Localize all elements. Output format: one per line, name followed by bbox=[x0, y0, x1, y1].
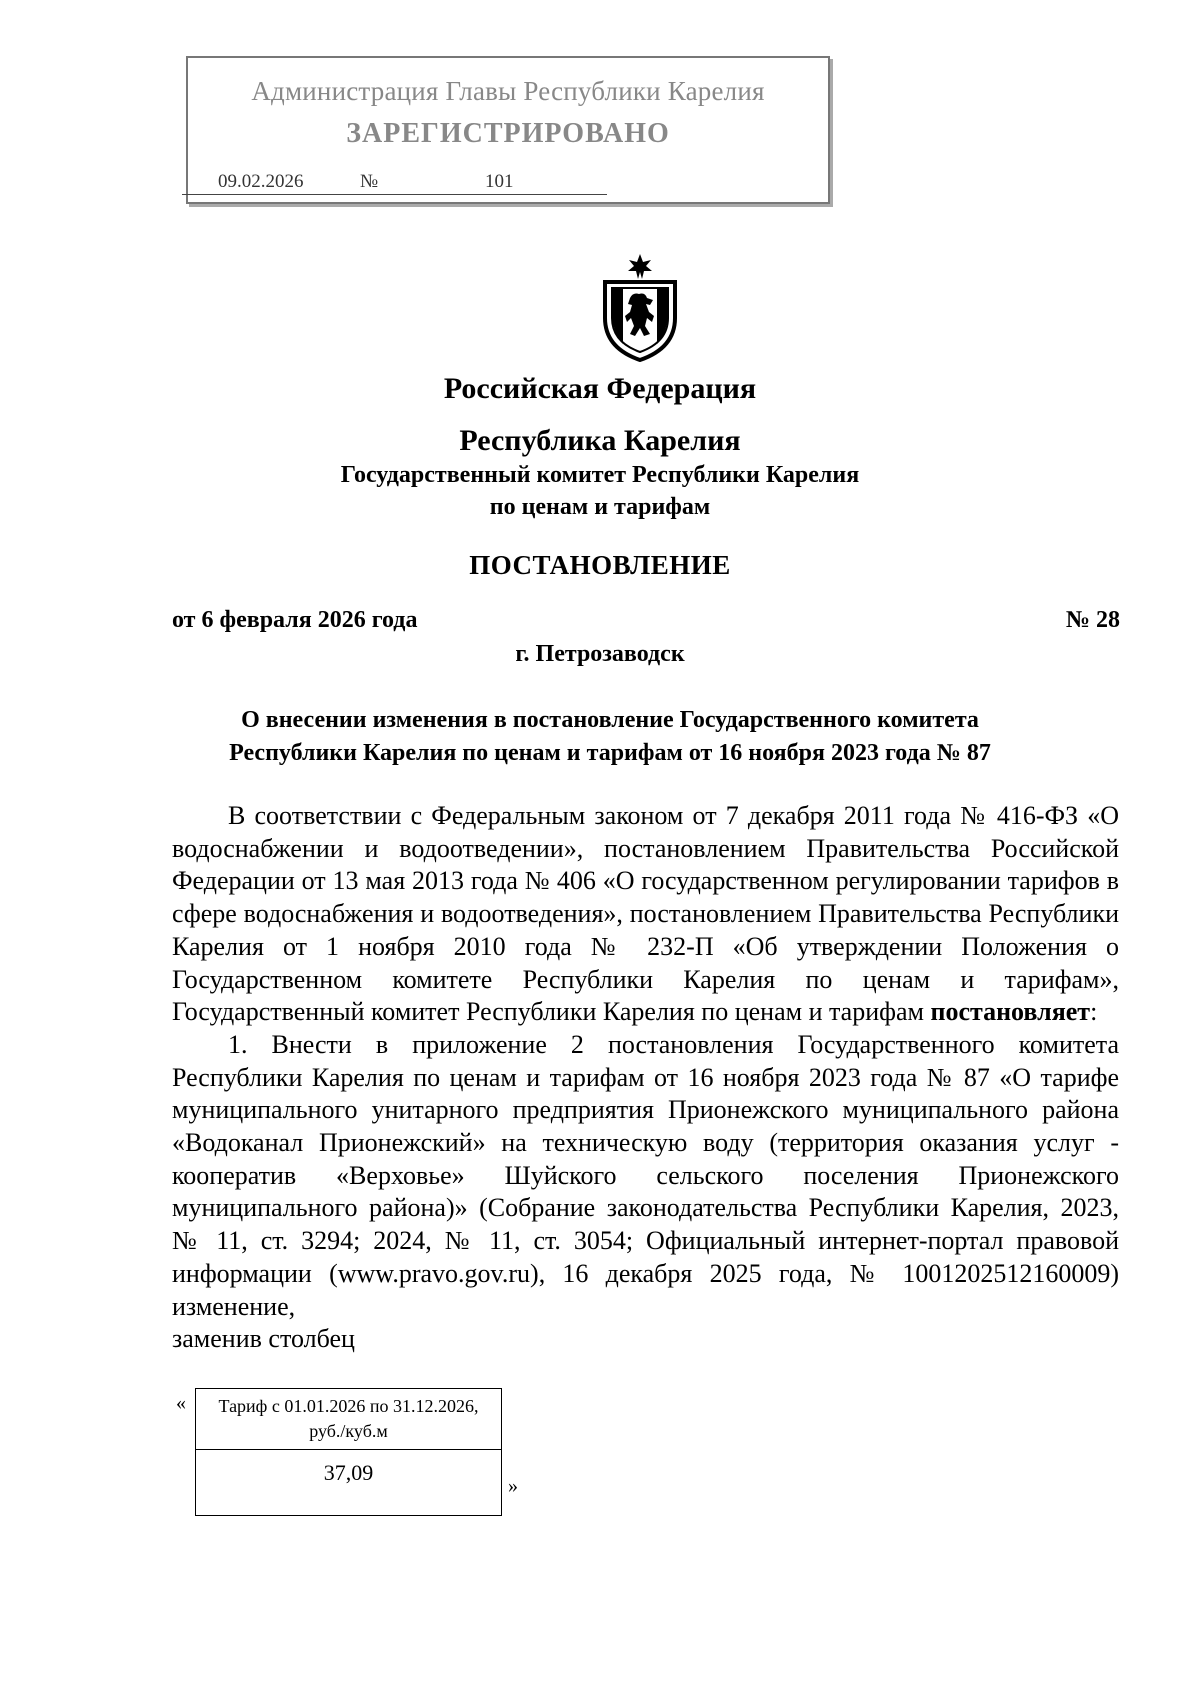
document-number: № 28 bbox=[1065, 607, 1120, 633]
document-title bbox=[150, 704, 1070, 770]
document-date: от 6 февраля 2026 года bbox=[172, 607, 418, 633]
item-1-ending: заменив столбец bbox=[172, 1324, 355, 1354]
tariff-header-line2: руб./куб.м bbox=[309, 1421, 388, 1441]
stamp-underline bbox=[182, 194, 607, 195]
preamble-decision-word: постановляет bbox=[930, 997, 1091, 1027]
committee-heading-line2: по ценам и тарифам bbox=[489, 494, 711, 520]
document-body bbox=[172, 800, 1119, 1356]
document-type: ПОСТАНОВЛЕНИЕ bbox=[469, 550, 731, 580]
title-line2: Республики Карелия по ценам и тарифам от 16 ноября 2023 года № 87 bbox=[229, 740, 991, 766]
country-heading: Российская Федерация bbox=[443, 372, 757, 405]
stamp-number: 101 bbox=[485, 171, 514, 192]
republic-heading: Республика Карелия bbox=[459, 424, 741, 457]
tariff-table-header bbox=[196, 1389, 502, 1450]
karelia-coat-of-arms-icon bbox=[597, 252, 683, 362]
document-city: г. Петрозаводск bbox=[515, 641, 685, 667]
tariff-table bbox=[195, 1388, 502, 1516]
tariff-header-line1: Тариф с 01.01.2026 по 31.12.2026, bbox=[218, 1396, 479, 1416]
item-1-paragraph: 1. Внести в приложение 2 постановления Государственного комитета Республики Карелия по ценам и тарифам от 16 ноября 2023 года № 87 «О тарифе муниципального унитарного предприятия Прионежского муниципального района «Водоканал Прионежский» на техническую воду (территория оказания услуг - кооператив «Верховье» Шуйского сельского поселения Прионежского муниципального района)» (Собрание законодательства Республики Карелия, 2023, № 11, ст. 3294; 2024, № 11, ст. 3054; Официальный интернет-портал правовой информации (www.pravo.gov.ru), 16 декабря 2025 года, № 1001202512160009) изменение, bbox=[172, 1029, 1119, 1321]
stamp-status: ЗАРЕГИСТРИРОВАНО bbox=[346, 118, 670, 149]
stamp-organization: Администрация Главы Республики Карелия bbox=[251, 76, 765, 106]
preamble-paragraph bbox=[172, 800, 1119, 1029]
stamp-date: 09.02.2026 bbox=[218, 171, 304, 192]
tariff-value: 37,09 bbox=[196, 1450, 502, 1516]
table-open-quote: « bbox=[176, 1392, 186, 1414]
preamble-text: В соответствии с Федеральным законом от 7 декабря 2011 года № 416-ФЗ «О водоснабжении и водоотведении», постановлением Правительства Российской Федерации от 13 мая 2013 года № 406 «О государственном регулировании тарифов в сфере водоснабжения и водоотведения», постановлением Правительства Республики Карелия от 1 ноября 2010 года № 232-П «Об утверждении Положения о Государственном комитете Республики Карелия по ценам и тарифам», Государственный комитет Республики Карелия по ценам и тарифам bbox=[172, 801, 1119, 1027]
title-line1: О внесении изменения в постановление Государственного комитета bbox=[241, 707, 979, 733]
committee-heading-line1: Государственный комитет Республики Карелия bbox=[340, 462, 860, 488]
table-close-quote: » bbox=[508, 1475, 518, 1497]
preamble-colon: : bbox=[1090, 997, 1098, 1027]
stamp-number-label: № bbox=[360, 171, 379, 192]
